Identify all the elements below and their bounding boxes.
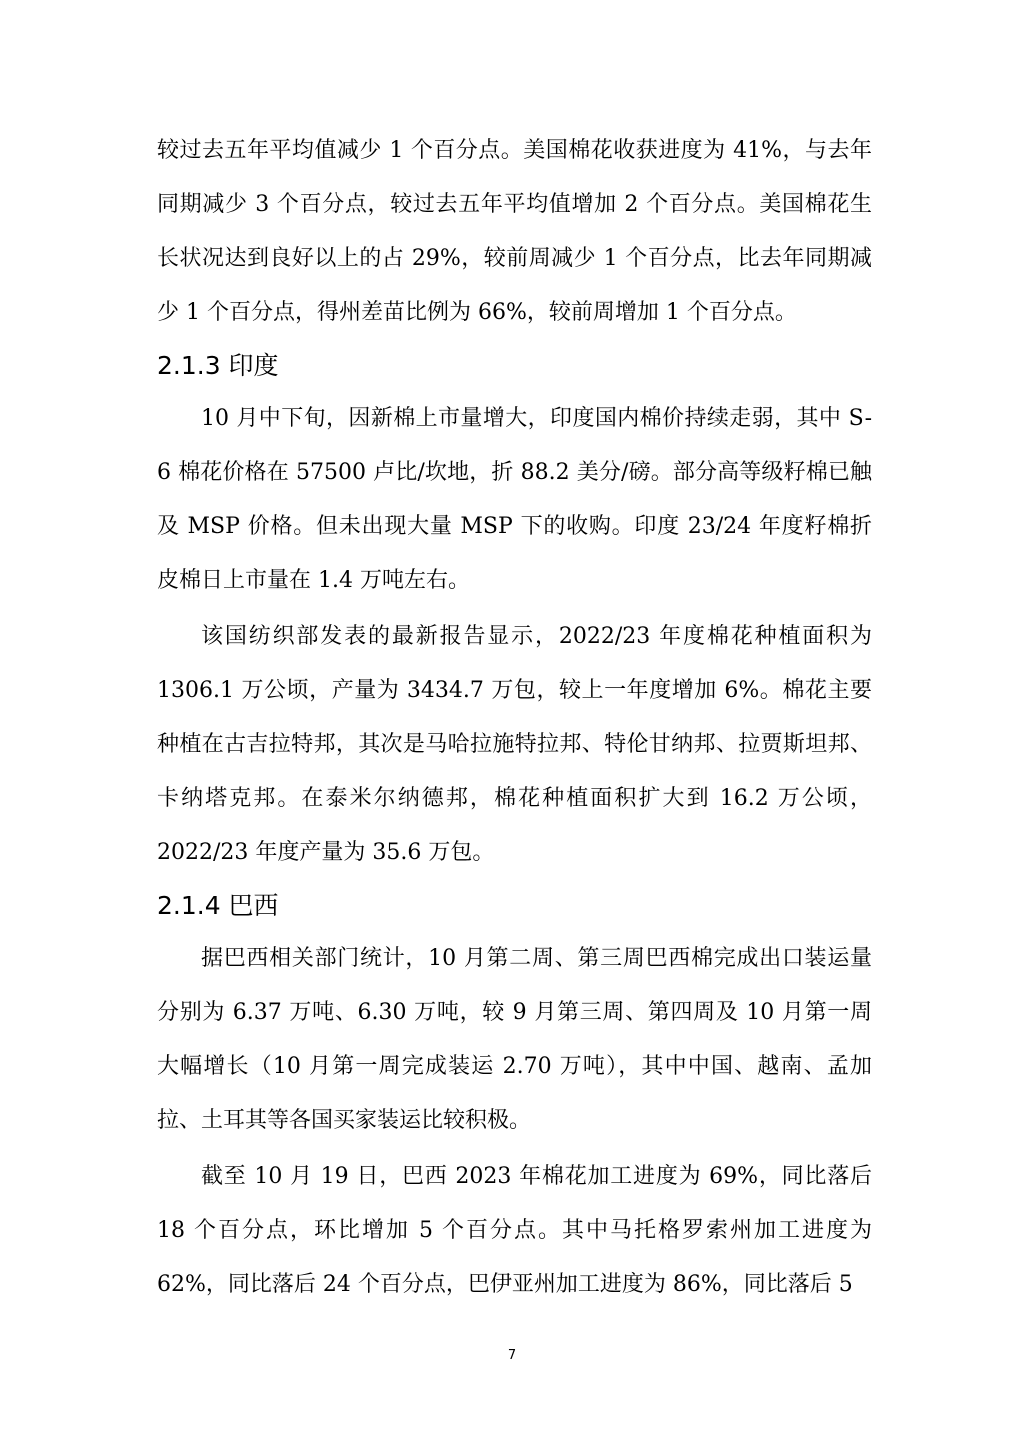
paragraph-brazil-processing: 截至 10 月 19 日，巴西 2023 年棉花加工进度为 69%，同比落后 18 个百分点，环比增加 5 个百分点。其中马托格罗索州加工进度为 62%，同比落后 24 个百分点，巴伊亚州加工进度为 86%，同比落后 5: [157, 1164, 872, 1297]
section-heading-brazil: 2.1.4 巴西: [157, 891, 279, 920]
paragraph-india-prices: 10 月中下旬，因新棉上市量增大，印度国内棉价持续走弱，其中 S-6 棉花价格在 57500 卢比/坎地，折 88.2 美分/磅。部分高等级籽棉已触及 MSP 价格。但未出现大量 MSP 下的收购。印度 23/24 年度籽棉折皮棉日上市量在 1.4 万吨左右。: [157, 406, 872, 593]
paragraph-brazil-exports: 据巴西相关部门统计，10 月第二周、第三周巴西棉完成出口装运量分别为 6.37 万吨、6.30 万吨，较 9 月第三周、第四周及 10 月第一周大幅增长（10 月第一周完成装运 2.70 万吨），其中中国、越南、孟加拉、土耳其等各国买家装运比较积极。: [157, 946, 872, 1133]
document-body: [157, 124, 872, 1312]
paragraph-continuation: 较过去五年平均值减少 1 个百分点。美国棉花收获进度为 41%，与去年同期减少 3 个百分点，较过去五年平均值增加 2 个百分点。美国棉花生长状况达到良好以上的占 29%，较前周减少 1 个百分点，比去年同期减少 1 个百分点，得州差苗比例为 66%，较前周增加 1 个百分点。: [157, 138, 872, 325]
section-heading-india: 2.1.3 印度: [157, 351, 279, 380]
paragraph-india-report: 该国纺织部发表的最新报告显示，2022/23 年度棉花种植面积为 1306.1 万公顷，产量为 3434.7 万包，较上一年度增加 6%。棉花主要种植在古吉拉特邦，其次是马哈拉施特拉邦、特伦甘纳邦、拉贾斯坦邦、卡纳塔克邦。在泰米尔纳德邦，棉花种植面积扩大到 16.2 万公顷，2022/23 年度产量为 35.6 万包。: [157, 624, 872, 865]
page-number: 7: [507, 1348, 517, 1363]
